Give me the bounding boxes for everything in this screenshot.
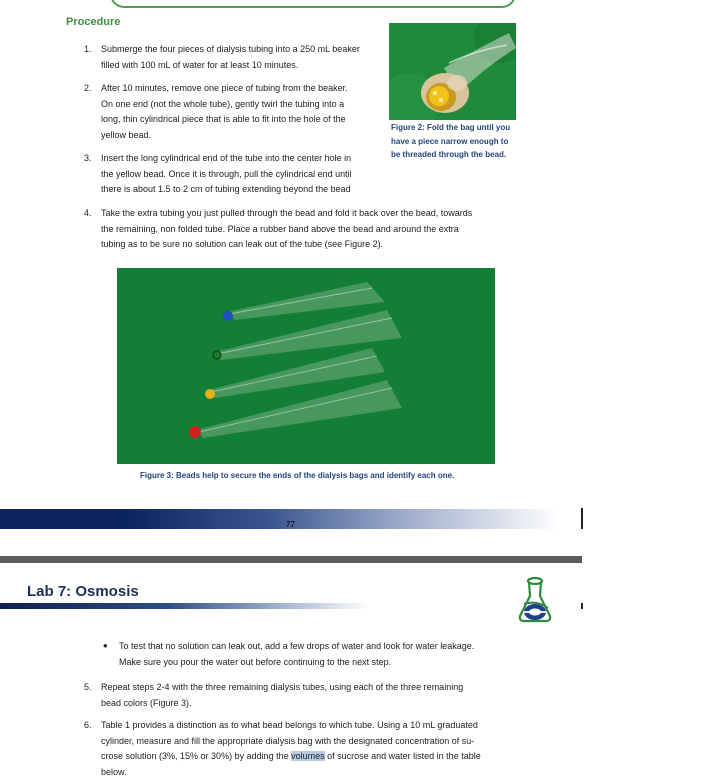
procedure-step-2: [101, 81, 386, 143]
page-divider-line: [581, 508, 583, 529]
blue-bead: [223, 311, 233, 321]
page-separator-bar: [0, 556, 582, 563]
yellow-bead: [205, 389, 215, 399]
procedure-step-4: [101, 206, 531, 253]
step-line: the yellow bead. Once it is through, pull the cylindrical end until: [101, 167, 389, 183]
step-line: On one end (not the whole tube), gently twirl the tubing into a: [101, 97, 386, 113]
step-line: Insert the long cylindrical end of the tube into the center hole in: [101, 151, 389, 167]
step-line: tubing as to be sure no solution can leak out of the tube (see Figure 2).: [101, 237, 531, 253]
procedure-step-5: [101, 680, 531, 711]
procedure-step-1: [101, 42, 386, 73]
top-frame-border: [110, 0, 516, 8]
step-line: the remaining, non folded tube. Place a rubber band above the bead and around the extra: [101, 222, 531, 238]
bullet-line: To test that no solution can leak out, add a few drops of water and look for water leakage.: [119, 639, 529, 655]
step-number: 4.: [84, 206, 92, 222]
step-line: there is about 1.5 to 2 cm of tubing extending beyond the bead: [101, 182, 389, 198]
footer-band: [0, 509, 560, 529]
step-number: 6.: [84, 718, 92, 734]
bullet-line: Make sure you pour the water out before continuing to the next step.: [119, 655, 529, 671]
bullet-dot: •: [103, 638, 108, 654]
step-line: below.: [101, 765, 541, 780]
lab-title: Lab 7: Osmosis: [27, 583, 139, 600]
text-segment: crose solution (3%, 15% or 30%) by adding the: [101, 751, 291, 761]
page-number: 77: [286, 520, 295, 529]
header-tick: [581, 603, 583, 609]
figure-2-caption: [391, 121, 510, 162]
step-line: Repeat steps 2-4 with the three remaining dialysis tubes, using each of the three remaining: [101, 680, 531, 696]
step-number: 3.: [84, 151, 92, 167]
procedure-step-6: [101, 718, 541, 780]
red-bead: [189, 426, 201, 438]
text-segment: of sucrose and water listed in the table: [325, 751, 481, 761]
step-line: yellow bead.: [101, 128, 386, 144]
step-line: cylinder, measure and fill the appropriate dialysis bag with the designated concentration of su-: [101, 734, 541, 750]
flask-logo-icon: [515, 576, 555, 624]
highlighted-word: volumes: [291, 751, 325, 761]
caption-line: have a piece narrow enough to: [391, 135, 510, 149]
step-line: long, thin cylindrical piece that is able to fit into the hole of the: [101, 112, 386, 128]
step-line: [101, 749, 541, 765]
procedure-heading: Procedure: [66, 16, 120, 28]
figure-2-photo: [389, 23, 516, 120]
step-line: filled with 100 mL of water for at least 10 minutes.: [101, 58, 386, 74]
procedure-step-3: [101, 151, 389, 198]
folded-tube-illustration: [389, 23, 516, 120]
step-line: Submerge the four pieces of dialysis tubing into a 250 mL beaker: [101, 42, 386, 58]
leak-test-bullet: [119, 639, 529, 670]
figure-3-caption: Figure 3: Beads help to secure the ends of the dialysis bags and identify each one.: [140, 469, 454, 483]
header-band: [0, 603, 370, 609]
step-line: bead colors (Figure 3).: [101, 696, 531, 712]
green-bead: [213, 351, 221, 359]
caption-line: Figure 2: Fold the bag until you: [391, 121, 510, 135]
figure-3-photo: [117, 268, 495, 464]
dialysis-bags-illustration: [117, 268, 495, 464]
step-number: 5.: [84, 680, 92, 696]
step-line: Table 1 provides a distinction as to what bead belongs to which tube. Using a 10 mL graduated: [101, 718, 541, 734]
step-line: Take the extra tubing you just pulled through the bead and fold it back over the bead, towards: [101, 206, 531, 222]
step-number: 2.: [84, 81, 92, 97]
caption-line: be threaded through the bead.: [391, 148, 510, 162]
step-number: 1.: [84, 42, 92, 58]
step-line: After 10 minutes, remove one piece of tubing from the beaker.: [101, 81, 386, 97]
